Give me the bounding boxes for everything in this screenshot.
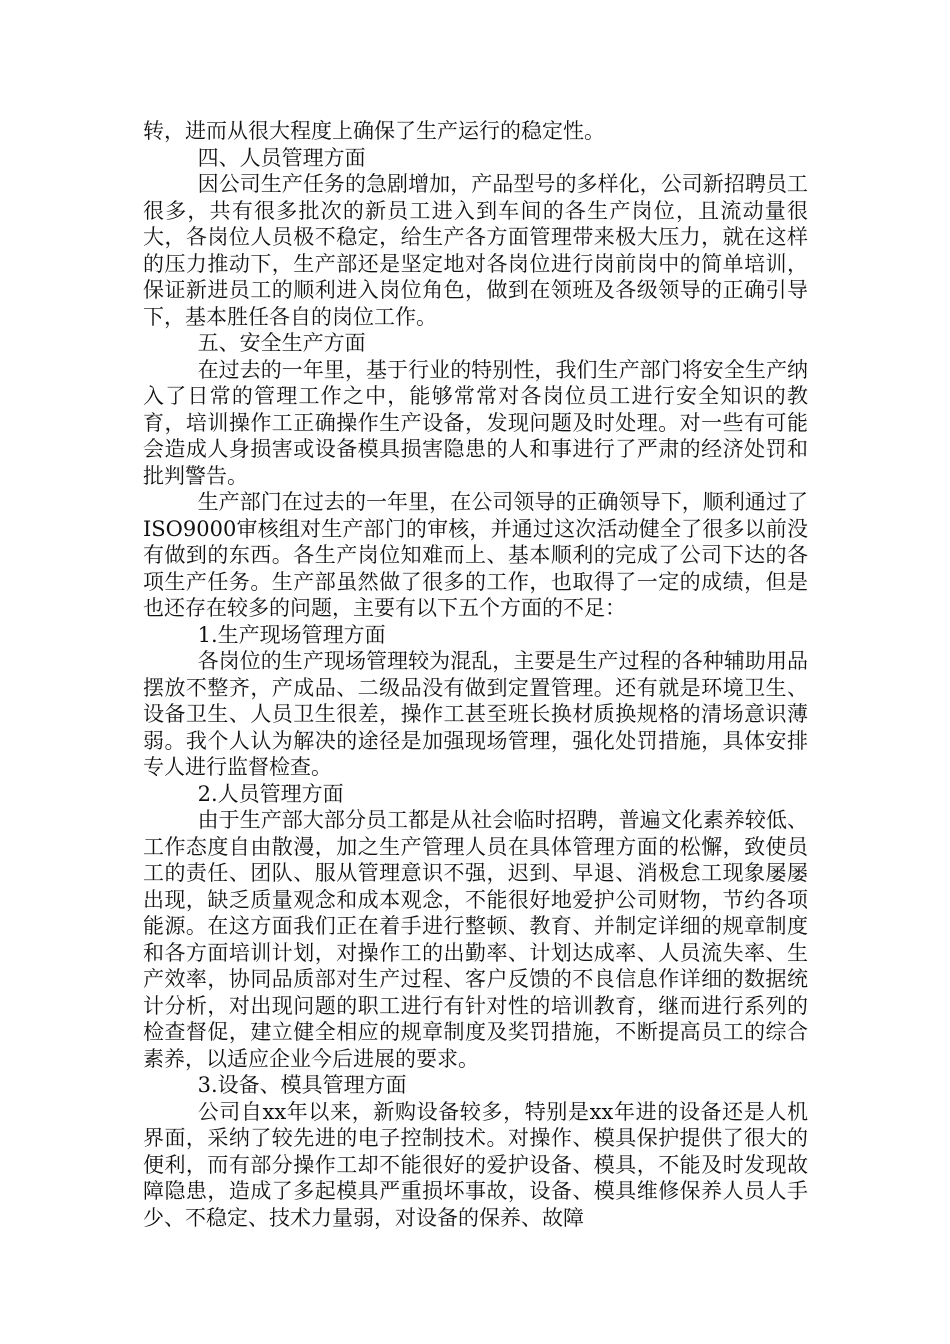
paragraph-personnel-management: 由于生产部大部分员工都是从社会临时招聘，普遍文化素养较低、工作态度自由散漫，加之生产管理人员在具体管理方面的松懈，致使员工的责任、团队、服从管理意识不强，迟到、早退、消极怠工现象屡屡出现，缺乏质量观念和成本观念，不能很好地爱护公司财物，节约各项能源。在这方面我们正在着手进行整顿、教育、并制定详细的规章制度和各方面培训计划，对操作工的出勤率、计划达成率、人员流失率、生产效率，协同品质部对生产过程、客户反馈的不良信息作详细的数据统计分析，对出现问题的职工进行有针对性的培训教育，继而进行系列的检查督促，建立健全相应的规章制度及奖罚措施，不断提高员工的综合素养，以适应企业今后进展的要求。: [143, 808, 808, 1071]
paragraph-continuation: 转，进而从很大程度上确保了生产运行的稳定性。: [143, 119, 605, 143]
document-body: [143, 118, 808, 1231]
paragraph-personnel: 因公司生产任务的急剧增加，产品型号的多样化，公司新招聘员工很多，共有很多批次的新员工进入到车间的各生产岗位，且流动量很大，各岗位人员极不稳定，给生产各方面管理带来极大压力，就在这样的压力推动下，生产部还是坚定地对各岗位进行岗前岗中的简单培训，保证新进员工的顺利进入岗位角色，做到在领班及各级领导的正确引导下，基本胜任各自的岗位工作。: [143, 172, 808, 329]
section-heading-personnel: 四、人员管理方面: [197, 145, 366, 170]
paragraph-safety: 在过去的一年里，基于行业的特别性，我们生产部门将安全生产纳入了日常的管理工作之中，能够常常对各岗位员工进行安全知识的教育，培训操作工正确操作生产设备，发现问题及时处理。对一些有可能会造成人身损害或设备模具损害隐患的人和事进行了严肃的经济处罚和批判警告。: [143, 357, 808, 488]
paragraph-equipment-management: 公司自xx年以来，新购设备较多，特别是xx年进的设备还是人机界面，采纳了较先进的电子控制技术。对操作、模具保护提供了很大的便利，而有部分操作工却不能很好的爱护设备、模具，不能及时发现故障隐患，造成了多起模具严重损坏事故，设备、模具维修保养人员人手少、不稳定、技术力量弱，对设备的保养、故障: [143, 1099, 808, 1230]
subheading-site-management: 1.生产现场管理方面: [197, 622, 386, 647]
section-heading-safety: 五、安全生产方面: [197, 331, 366, 355]
subheading-equipment-management: 3.设备、模具管理方面: [197, 1073, 407, 1097]
paragraph-summary: 生产部门在过去的一年里，在公司领导的正确领导下，顺利通过了ISO9000审核组对生产部门的审核，并通过这次活动健全了很多以前没有做到的东西。各生产岗位知难而上、基本顺利的完成了公司下达的各项生产任务。生产部虽然做了很多的工作，也取得了一定的成绩，但是也还存在较多的问题，主要有以下五个方面的不足：: [143, 490, 808, 620]
subheading-personnel-management: 2.人员管理方面: [197, 781, 344, 806]
paragraph-site-management: 各岗位的生产现场管理较为混乱，主要是生产过程的各种辅助用品摆放不整齐，产成品、二级品没有做到定置管理。还有就是环境卫生、设备卫生、人员卫生很差，操作工甚至班长换材质换规格的清场意识薄弱。我个人认为解决的途径是加强现场管理，强化处罚措施，具体安排专人进行监督检查。: [143, 649, 808, 779]
